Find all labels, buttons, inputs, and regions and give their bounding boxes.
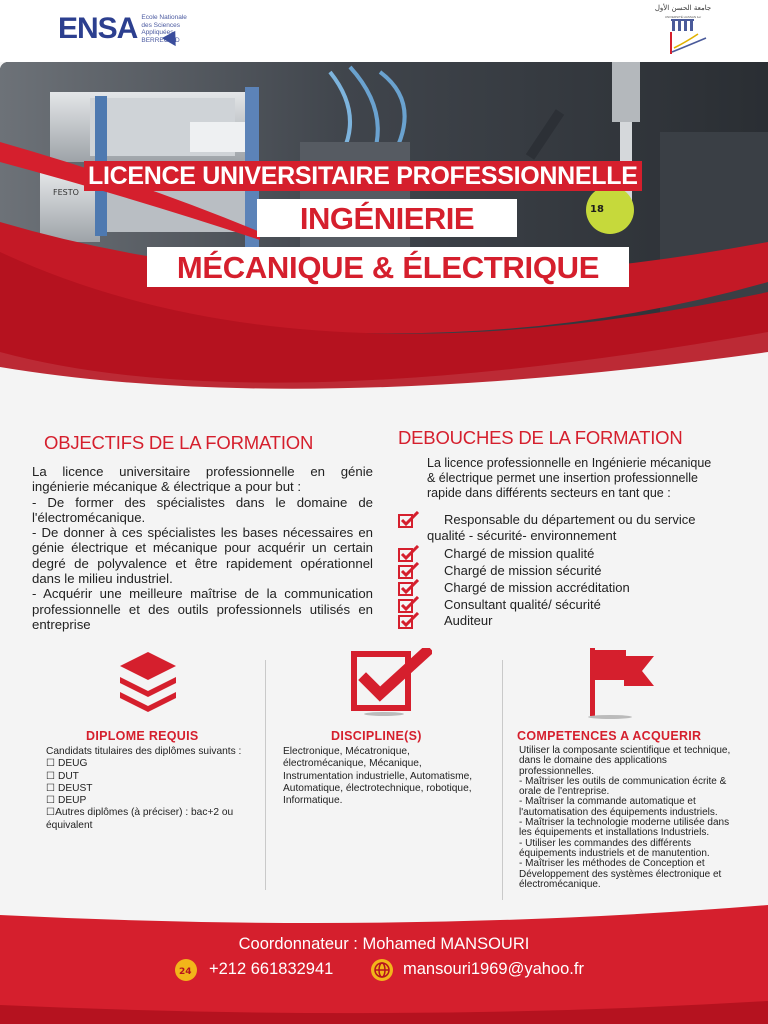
checkbox-checked-icon: [350, 648, 432, 716]
competences-line: Utiliser la composante scientifique et technique, dans le domaine des applications professionnelles.: [519, 745, 731, 777]
ensa-logo-subtitle: Ecole Nationale des Sciences Appliquées BERRECHID: [141, 14, 187, 44]
disciplines-title: DISCIPLINE(S): [331, 729, 422, 743]
objectifs-paragraph: La licence universitaire professionnelle en génie ingénierie mécanique & électrique a pour but :: [32, 464, 373, 495]
competences-line: - Utiliser les commandes des différents équipements industriels et de manutention.: [519, 837, 710, 859]
competences-line: - Maîtriser la commande automatique et l'automatisation des équipements industriels.: [519, 796, 718, 818]
debouches-intro: La licence professionnelle en Ingénierie mécanique & électrique permet une insertion professionnelle rapide dans différents secteurs en tant que :: [427, 456, 712, 500]
column-divider: [502, 660, 503, 900]
header-bar: [0, 0, 768, 62]
checkbox-check-icon: [398, 511, 420, 529]
objectifs-paragraph: - De donner à ces spécialistes les bases nécessaires en génie électrique et mécanique pour acquérir un certain degré de polyvalence et être rapidement opérationnel dans le milieu industriel.: [32, 525, 373, 587]
debouches-item-label: Chargé de mission accréditation: [444, 580, 630, 595]
objectifs-paragraph: - Acquérir une meilleure maîtrise de la communication professionnelle et des outils professionnels utilisés en entreprise: [32, 586, 373, 632]
email-address[interactable]: mansouri1969@yahoo.fr: [403, 960, 584, 978]
diplome-title: DIPLOME REQUIS: [86, 729, 199, 743]
phone-icon-label: 24: [179, 967, 192, 977]
diplome-line: ☐ DUT: [46, 770, 79, 782]
debouches-item-label: Chargé de mission sécurité: [444, 563, 602, 578]
hero-title-line3: MÉCANIQUE & ÉLECTRIQUE: [147, 247, 629, 287]
objectifs-title: OBJECTIFS DE LA FORMATION: [44, 432, 314, 453]
checkbox-check-icon: [398, 579, 420, 597]
coordinator-name: Coordonnateur : Mohamed MANSOURI: [238, 935, 530, 953]
university-emblem-icon: [652, 4, 714, 58]
competences-line: - Maîtriser les outils de communication écrite & orale de l'entreprise.: [519, 775, 727, 798]
university-logo-text: جامعة الحسن الأول: [654, 4, 712, 12]
phone-number[interactable]: +212 661832941: [209, 960, 334, 978]
university-logo-subtext: UNIVERSITÉ HASSAN 1er: [664, 15, 702, 19]
diplome-line: ☐ DEUST: [46, 782, 93, 794]
debouches-title: DEBOUCHES DE LA FORMATION: [398, 427, 683, 448]
diplome-line: ☐ DEUP: [46, 795, 87, 807]
ball-number-label: 18: [590, 204, 604, 215]
column-divider: [265, 660, 266, 890]
checkbox-check-icon: [398, 562, 420, 580]
diplome-text: [46, 746, 256, 832]
ensa-logo-text: ENSA: [58, 12, 138, 45]
diplome-line: ☐ DEUG: [46, 758, 88, 770]
disciplines-text: Electronique, Mécatronique, électromécanique, Mécanique, Instrumentation industrielle, Automatisme, Automatique, électrotechnique, robotique, Informatique.: [283, 746, 473, 807]
diplome-line: Candidats titulaires des diplômes suivants :: [46, 746, 242, 757]
flag-icon: [586, 646, 658, 720]
hero-title-line1: LICENCE UNIVERSITAIRE PROFESSIONNELLE: [84, 161, 642, 191]
objectifs-paragraph: - De former des spécialistes dans le domaine de l'électromécanique.: [32, 494, 373, 525]
debouches-item-label: Auditeur: [444, 613, 493, 628]
competences-title: COMPETENCES A ACQUERIR: [517, 729, 702, 743]
competences-line: - Maîtriser les méthodes de Conception et Développement des systèmes électronique et électromécanique.: [519, 858, 722, 890]
checkbox-check-icon: [398, 612, 420, 630]
globe-icon: [370, 958, 394, 982]
objectifs-text: [32, 464, 373, 632]
layers-icon: [116, 650, 180, 712]
debouches-item-label: Responsable du département ou du service: [444, 512, 696, 527]
debouches-item-label: Chargé de mission qualité: [444, 546, 595, 561]
competences-text: [519, 746, 737, 890]
debouches-item-label: Consultant qualité/ sécurité: [444, 597, 601, 612]
phone-24h-icon: [174, 958, 198, 982]
diplome-line: ☐Autres diplômes (à préciser) : bac+2 ou équivalent: [46, 807, 234, 831]
hero-title-line2: INGÉNIERIE: [257, 199, 517, 237]
competences-line: - Maîtriser la technologie moderne utilisée dans les équipements et installations Industriels.: [519, 817, 730, 839]
checkbox-check-icon: [398, 545, 420, 563]
university-logo: [652, 4, 714, 58]
machine-brand-label: FESTO: [53, 188, 79, 197]
debouches-item-continuation: qualité - sécurité- environnement: [427, 528, 617, 543]
